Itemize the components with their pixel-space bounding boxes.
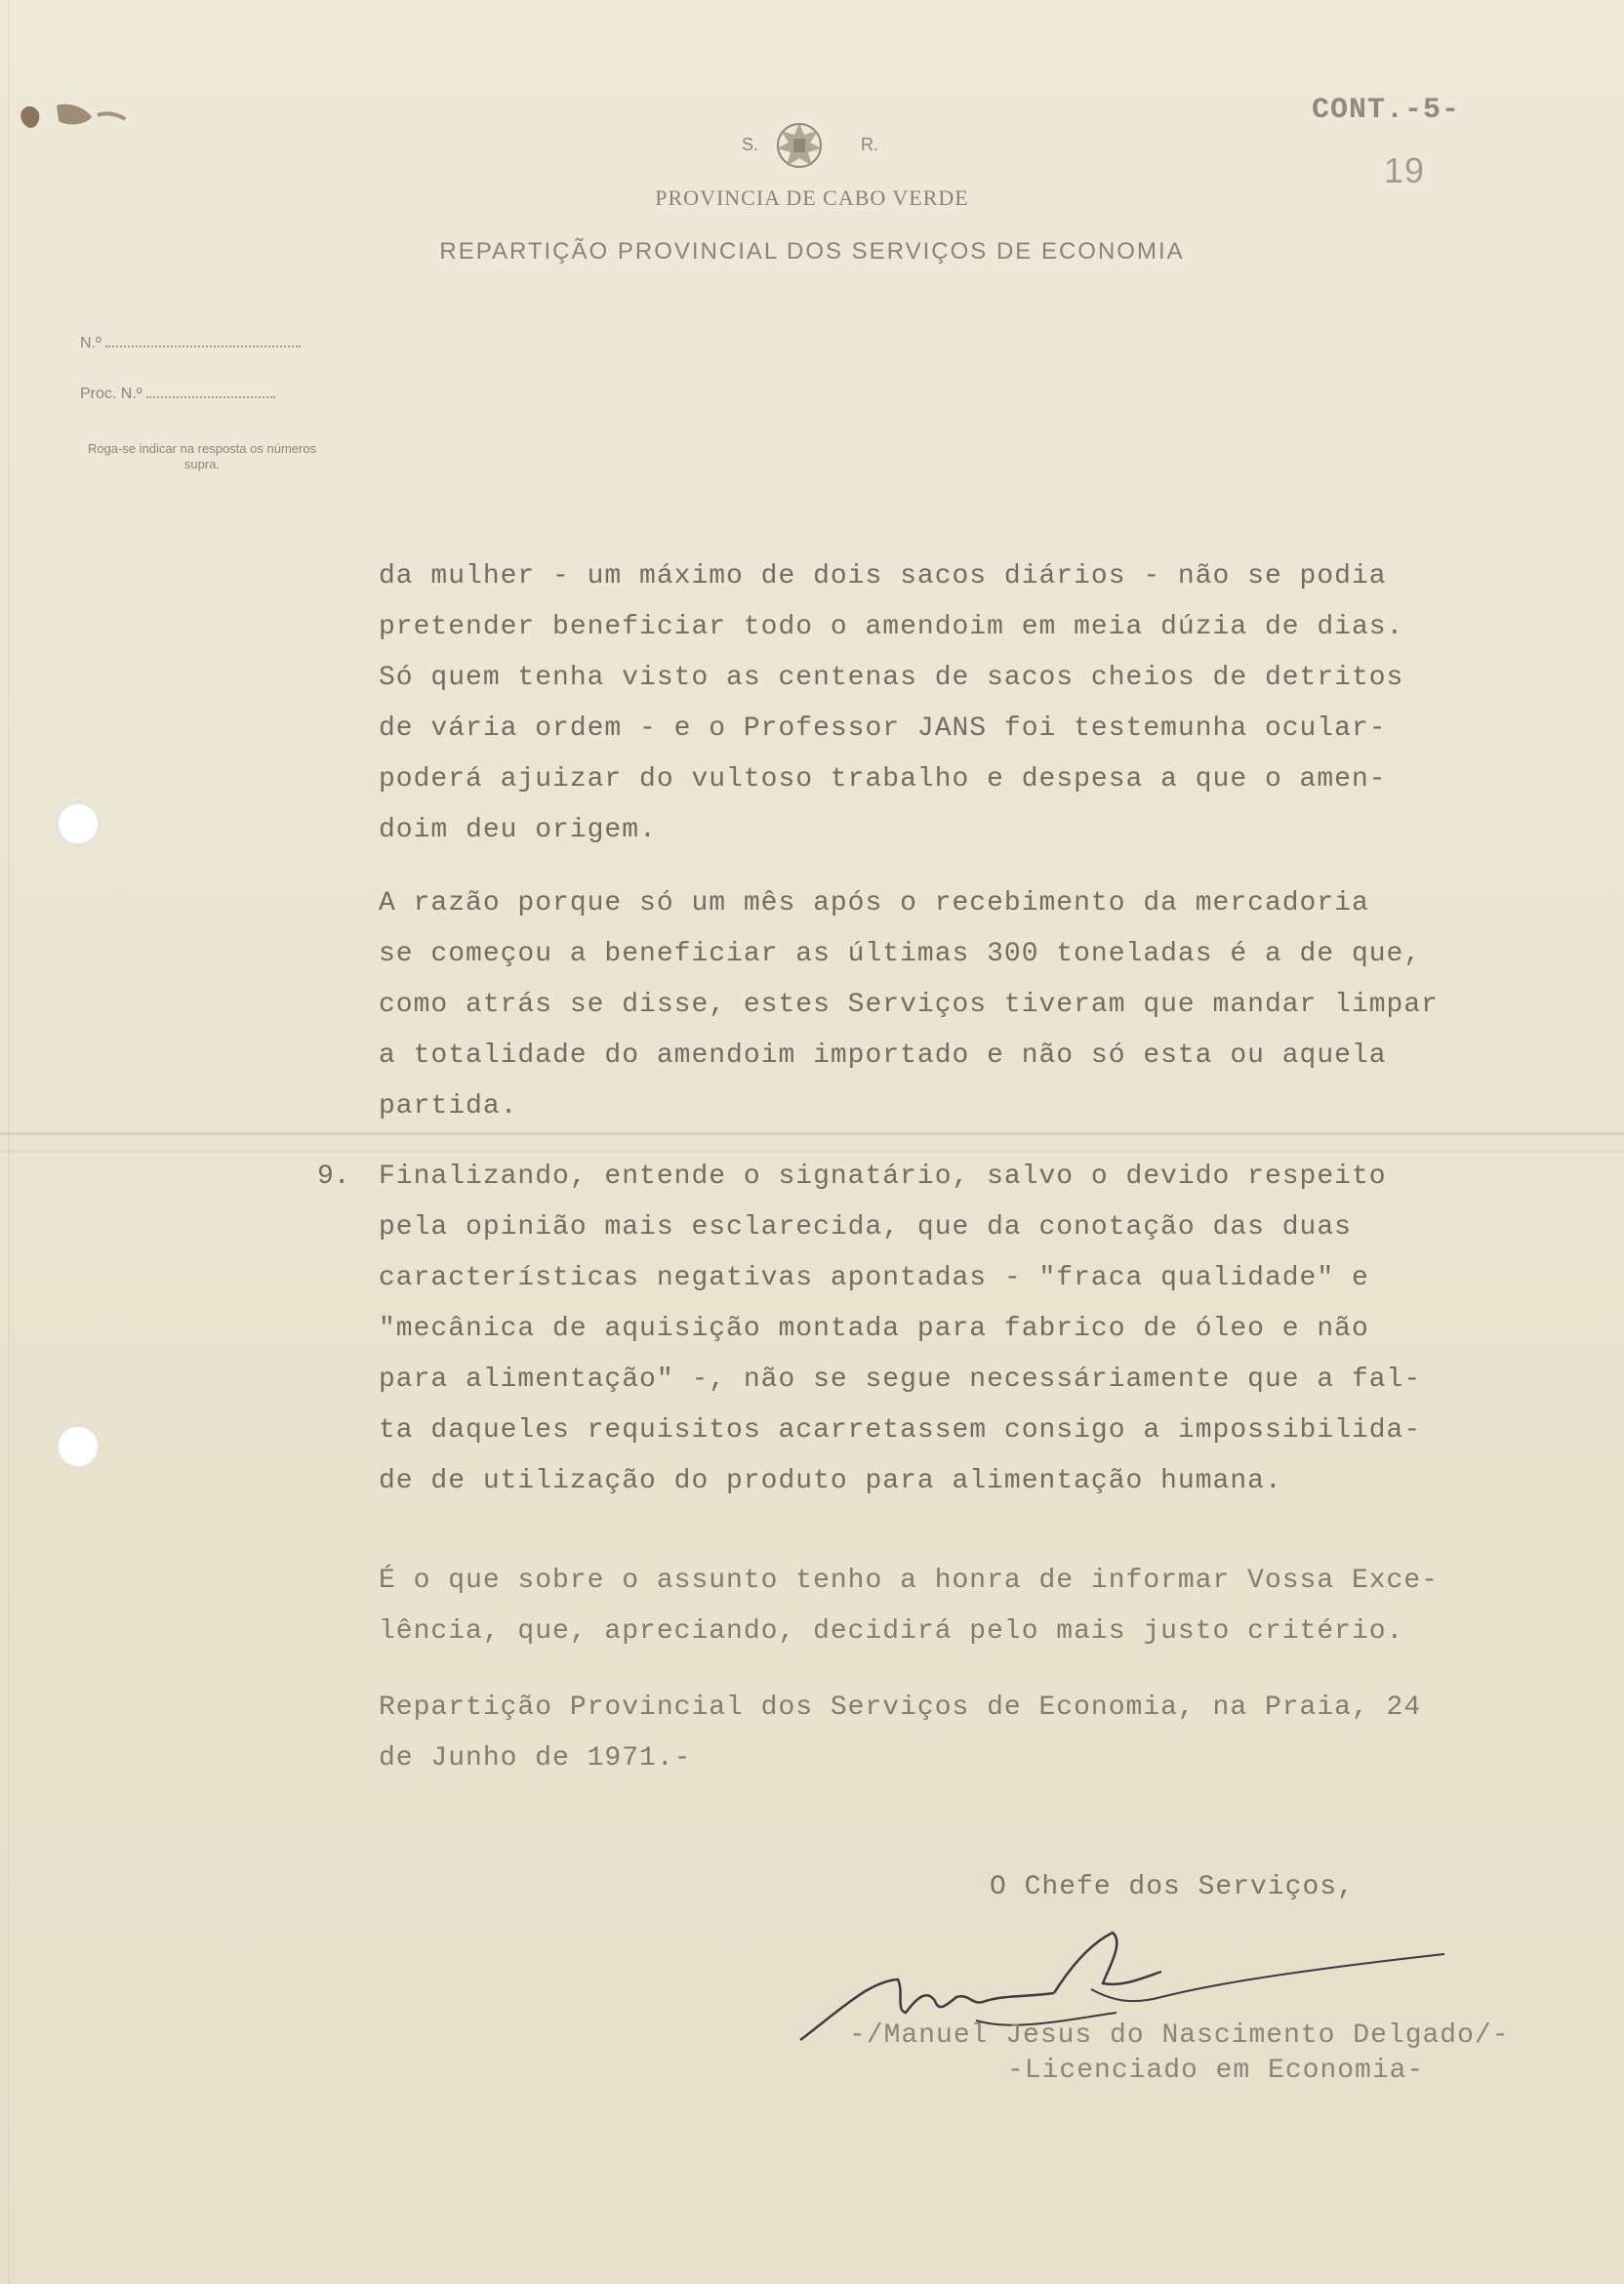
province-heading: PROVINCIA DE CABO VERDE [655,185,969,210]
text-line: Repartição Provincial dos Serviços de Economia, na Praia, 24 [379,1693,1422,1723]
text-line: Só quem tenha visto as centenas de sacos cheios de detritos [379,663,1404,693]
emblem-letter-left: S. [742,135,759,154]
text-line: se começou a beneficiar as últimas 300 toneladas é a de que, [379,939,1422,969]
text-line: ta daqueles requisitos acarretassem consigo a impossibilida- [379,1415,1422,1446]
text-line: partida. [379,1091,518,1122]
emblem-letter-right: R. [861,135,878,154]
place-and-date [379,1683,1550,1784]
paragraph-cleaning-reason [379,878,1550,1132]
number-label: N.º [80,335,102,351]
department-heading: REPARTIÇÃO PROVINCIAL DOS SERVIÇOS DE ECONOMIA [439,238,1185,265]
text-line: de de utilização do produto para alimentação humana. [379,1466,1282,1496]
coat-of-arms-icon [769,115,830,176]
text-line: lência, que, apreciando, decidirá pelo mais justo critério. [379,1616,1404,1647]
paper-edge-left [8,0,10,2284]
page-number: 19 [1384,150,1426,190]
corner-note-left [20,94,101,123]
paragraph-closing [379,1556,1550,1657]
number-field [80,334,301,352]
paragraph-continuation [379,551,1550,856]
signature-closing: O Chefe dos Serviços, [990,1872,1355,1902]
text-line: Finalizando, entende o signatário, salvo o devido respeito [379,1162,1387,1192]
text-line: de Junho de 1971.- [379,1743,692,1774]
signatory-name: -/Manuel Jesus do Nascimento Delgado/- [849,2020,1510,2051]
item-number: 9. [317,1162,350,1192]
text-line: pela opinião mais esclarecida, que da conotação das duas [379,1212,1352,1243]
punch-hole-bottom [57,1425,100,1468]
text-line: a totalidade do amendoim importado e não só esta ou aquela [379,1040,1387,1071]
punch-hole-top [57,802,100,845]
text-line: características negativas apontadas - "fraca qualidade" e [379,1263,1369,1293]
text-line: para alimentação" -, não se segue necessáriamente que a fal- [379,1365,1422,1395]
text-line: É o que sobre o assunto tenho a honra de informar Vossa Exce- [379,1566,1439,1596]
text-line: doim deu origem. [379,815,657,845]
text-line: pretender beneficiar todo o amendoim em meia dúzia de dias. [379,612,1404,642]
process-number-label: Proc. N.º [80,386,142,402]
text-line: da mulher - um máximo de dois sacos diários - não se podia [379,561,1387,591]
signatory-title: -Licenciado em Economia- [1007,2056,1425,2086]
continuation-marker: CONT.-5- [1312,94,1461,127]
paper-fold-horizontal [0,1132,1624,1135]
text-line: de vária ordem - e o Professor JANS foi testemunha ocular- [379,714,1387,744]
process-number-blank [146,385,275,398]
letterhead-emblem [742,115,888,184]
text-line: "mecânica de aquisição montada para fabrico de óleo e não [379,1314,1369,1344]
text-line: A razão porque só um mês após o recebimento da mercadoria [379,888,1369,918]
number-blank [105,334,301,347]
text-line: como atrás se disse, estes Serviços tiveram que mandar limpar [379,990,1439,1020]
process-number-field [80,385,275,403]
paragraph-conclusion-item-9 [379,1152,1550,1507]
reply-reference-note: Roga-se indicar na resposta os números supra. [87,441,317,471]
text-line: poderá ajuizar do vultoso trabalho e despesa a que o amen- [379,764,1387,795]
